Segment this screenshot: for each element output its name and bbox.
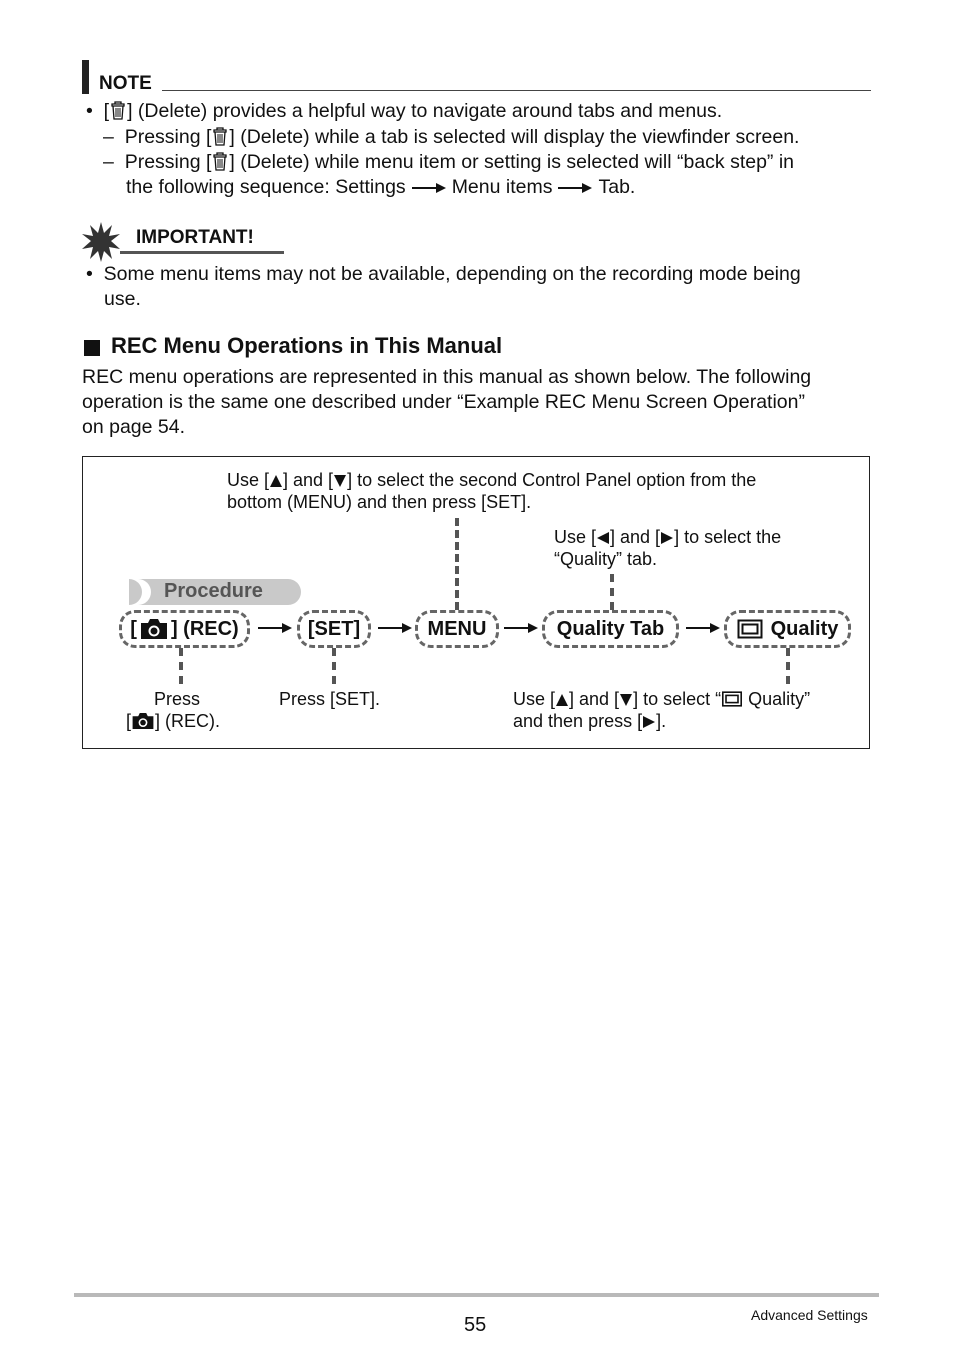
tab-callout-line2: “Quality” tab. [554,549,658,569]
section-marker-square [84,340,100,356]
trash-icon [212,151,228,171]
step-set: [SET] [297,610,371,648]
important-bullet-line2: use. [104,288,141,310]
step-text: ] (REC) [170,618,239,640]
quality-callout-line2 [513,710,666,732]
down-triangle-icon [333,474,347,488]
right-triangle-icon [660,531,674,545]
down-triangle-icon [619,693,633,707]
important-bullet-line1: Some menu items may not be available, depending on the recording mode being [103,263,801,285]
note-bullet-prefix: [ [103,100,110,122]
section-paragraph-line2: operation is the same one described under “Example REC Menu Screen Operation” [82,391,805,413]
callout-text: and then press [ [513,711,643,731]
callout-text: [ [126,711,132,731]
callout-text: ] (REC). [155,711,221,731]
step-text: Quality [770,618,839,640]
sequence-menu-items: Menu items [451,176,553,198]
page-number: 55 [464,1314,487,1336]
set-callout-leader [332,648,336,684]
bullet-dot: • [86,100,104,122]
important-burst-icon [82,222,120,262]
callout-text: ]. [656,711,667,731]
step-rec-button [119,610,250,648]
important-divider [120,251,284,254]
arrow-right-icon [686,623,720,633]
important-bullet [86,262,801,287]
up-triangle-icon [269,474,283,488]
arrow-right-icon [558,183,592,193]
set-callout-line: Press [SET]. [279,689,381,709]
section-paragraph-line1: REC menu operations are represented in this manual as shown below. The following [82,366,812,388]
arrow-right-icon [504,623,538,633]
tab-callout-line1 [554,526,781,548]
quality-callout-leader [786,648,790,684]
note-sub1-text: ] (Delete) while a tab is selected will display the viewfinder screen. [229,126,800,148]
menu-callout-line1 [227,469,756,491]
note-marker-bar [82,60,89,94]
arrow-right-icon [258,623,292,633]
dash: – [103,151,125,173]
callout-text: Use [ [227,470,270,490]
camera-icon [139,618,169,640]
callout-text: ] and [ [610,527,661,547]
note-bullet [86,99,722,124]
callout-text: ] to select the [674,527,782,547]
rec-callout-line2 [126,710,220,732]
step-text: [ [130,618,137,640]
note-sub2-prefix: Pressing [ [124,151,212,173]
section-title: REC Menu Operations in This Manual [111,333,503,358]
step-quality [724,610,851,648]
callout-text: ] and [ [283,470,334,490]
menu-callout-leader [455,518,459,610]
trash-icon [110,100,126,120]
footer-divider [74,1293,879,1297]
right-triangle-icon [642,715,656,729]
footer-section-name: Advanced Settings [751,1307,868,1323]
quality-icon [737,619,763,639]
rec-callout-leader [179,648,183,684]
note-sub-item-2-line2 [126,175,635,200]
note-sub-item-2 [103,150,794,175]
note-bullet-text: ] (Delete) provides a helpful way to navigate around tabs and menus. [127,100,723,122]
step-menu: MENU [415,610,499,648]
left-triangle-icon [596,531,610,545]
callout-text: Use [ [554,527,597,547]
note-divider [162,90,871,91]
arrow-right-icon [378,623,412,633]
quality-icon [721,691,743,707]
note-sub2-text: ] (Delete) while menu item or setting is selected will “back step” in [229,151,795,173]
tab-callout-leader [610,574,614,610]
callout-text: Quality” [743,689,811,709]
callout-text: ] and [ [569,689,620,709]
camera-icon [131,712,155,730]
trash-icon [212,126,228,146]
section-paragraph-line3: on page 54. [82,416,186,438]
rec-callout-line1: Press [154,689,201,709]
menu-callout-line2: bottom (MENU) and then press [SET]. [227,492,532,512]
note-sub-item-1 [103,125,799,150]
bullet-dot: • [86,263,104,285]
important-heading: IMPORTANT! [136,227,254,248]
dash: – [103,126,125,148]
sequence-tab: Tab. [598,176,636,198]
callout-text: ] to select “ [633,689,722,709]
arrow-right-icon [412,183,446,193]
sequence-settings: the following sequence: Settings [126,176,406,198]
step-quality-tab: Quality Tab [542,610,679,648]
up-triangle-icon [555,693,569,707]
procedure-label: Procedure [164,580,263,602]
quality-callout-line1 [513,688,810,710]
callout-text: Use [ [513,689,556,709]
note-sub1-prefix: Pressing [ [124,126,212,148]
callout-text: ] to select the second Control Panel option from the [347,470,757,490]
note-heading: NOTE [99,73,152,94]
